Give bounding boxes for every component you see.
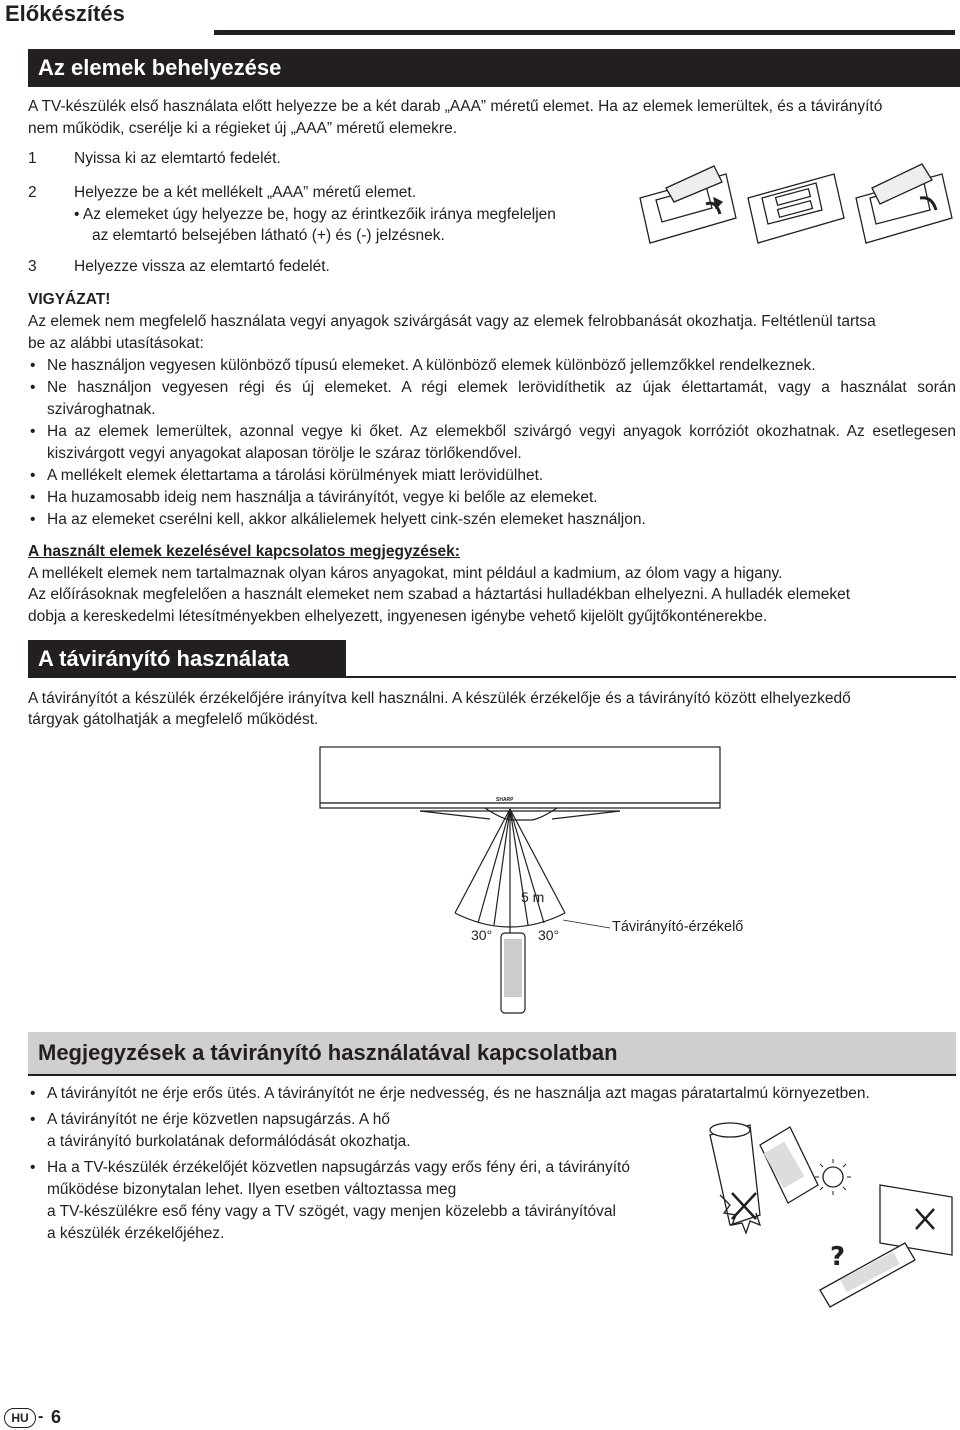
used-line-1: A mellékelt elemek nem tartalmaznak olyan káros anyagokat, mint például a kadmium, az ólom vagy a higany. xyxy=(28,565,783,582)
remote-intro-2: tárgyak gátolhatják a megfelelő működést. xyxy=(28,711,319,728)
language-badge xyxy=(4,1408,36,1428)
section-heading-notes xyxy=(28,1032,956,1076)
note-2 xyxy=(28,1109,411,1153)
title-rule xyxy=(214,30,955,35)
language-badge-text: HU xyxy=(11,1411,29,1425)
step-number: 2 xyxy=(28,184,37,201)
note-1 xyxy=(28,1083,870,1105)
step-2-bullet-2: az elemtartó belsejében látható (+) és (-) jelzésnek. xyxy=(92,227,445,244)
tv-brand-label: SHARP xyxy=(496,797,514,803)
step-number: 1 xyxy=(28,150,37,167)
note-line: működése bizonytalan lehet. Ilyen esetben változtassa meg xyxy=(47,1181,457,1198)
caution-item: • Ha huzamosabb ideig nem használja a távirányítót, vegye ki belőle az elemeket. xyxy=(28,487,956,509)
step-text: Nyissa ki az elemtartó fedelét. xyxy=(74,150,281,167)
used-line-2: Az előírásoknak megfelelően a használt elemeket nem szabad a háztartási hulladékban elhelyezni. A hulladék elemeket xyxy=(28,586,851,603)
intro-line-2: nem működik, cserélje ki a régieket új „AAA” méretű elemekre. xyxy=(28,120,457,137)
section-heading-batteries xyxy=(28,49,960,87)
step-2 xyxy=(28,182,416,204)
section-rule xyxy=(336,676,956,678)
intro-line-1: A TV-készülék első használata előtt helyezze be a két darab „AAA” méretű elemet. Ha az elemek lemerültek, és a távirányító xyxy=(28,98,883,115)
note-line: • Ha a TV-készülék érzékelőjét közvetlen napsugárzás vagy erős fény éri, a távirányító xyxy=(28,1157,630,1179)
step-1 xyxy=(28,148,281,170)
remote-intro-1: A távirányítót a készülék érzékelőjére irányítva kell használni. A készülék érzékelője és a távirányító között elhelyezkedő xyxy=(28,690,851,707)
distance-label: 5 m xyxy=(521,889,545,905)
caution-item: • Ne használjon vegyesen régi és új elemeket. A régi elemek lerövidíthetik az újak élettartamát, vagy a használat során szivároghatnak. xyxy=(28,377,956,421)
step-2-bullet-1: • Az elemeket úgy helyezze be, hogy az érintkezőik iránya megfeleljen xyxy=(74,206,556,223)
step-number: 3 xyxy=(28,258,37,275)
page-number-dash: - xyxy=(38,1408,44,1425)
note-line: • A távirányítót ne érje erős ütés. A távirányítót ne érje nedvesség, és ne használja azt magas páratartalmú környezetben. xyxy=(28,1083,870,1105)
caution-item: • A mellékelt elemek élettartama a tárolási körülmények miatt lerövidülhet. xyxy=(28,465,956,487)
angle-label-left: 30° xyxy=(471,927,493,943)
note-line: • A távirányítót ne érje közvetlen napsugárzás. A hő xyxy=(28,1109,411,1131)
sensor-label: Távirányító-érzékelő xyxy=(612,919,744,935)
caution-item: • Ne használjon vegyesen különböző típusú elemeket. A különböző elemek különböző jellemzőkkel rendelkeznek. xyxy=(28,355,956,377)
note-line: a készülék érzékelőjéhez. xyxy=(47,1225,225,1242)
section-heading-text: Az elemek behelyezése xyxy=(38,55,282,80)
caution-title: VIGYÁZAT! xyxy=(28,291,111,308)
used-batteries-title: A használt elemek kezelésével kapcsolatos megjegyzések: xyxy=(28,543,460,560)
section-heading-text: A távirányító használata xyxy=(38,646,290,671)
caution-line-2: be az alábbi utasításokat: xyxy=(28,335,204,352)
step-3 xyxy=(28,256,330,278)
caution-item: • Ha az elemeket cserélni kell, akkor alkálielemek helyett cink-szén elemeket használjon. xyxy=(28,509,956,531)
step-text: Helyezze be a két mellékelt „AAA” méretű elemet. xyxy=(74,184,416,201)
section-heading-remote-use xyxy=(28,640,346,678)
section-heading-text: Megjegyzések a távirányító használatával kapcsolatban xyxy=(38,1040,618,1065)
page-number: 6 xyxy=(51,1407,62,1427)
caution-list xyxy=(28,355,956,531)
caution-line-1: Az elemek nem megfelelő használata vegyi anyagok szivárgását vagy az elemek felrobbanását okozhatja. Feltétlenül tartsa xyxy=(28,313,876,330)
note-3 xyxy=(28,1157,630,1245)
used-line-3: dobja a kereskedelmi létesítményekben elhelyezett, ingyenesen igénybe vehető kijelölt gyűjtőkonténerekbe. xyxy=(28,608,768,625)
page-title: Előkészítés xyxy=(5,1,125,26)
caution-item: • Ha az elemek lemerültek, azonnal vegye ki őket. Az elemekből szivárgó vegyi anyagok korróziót okozhatnak. Az esetlegesen kiszivárgott vegyi anyagokat alaposan törölje le száraz törlőkendővel. xyxy=(28,421,956,465)
svg-text:?: ? xyxy=(830,1242,846,1272)
angle-label-right: 30° xyxy=(538,927,560,943)
remote-care-illustration xyxy=(690,1115,958,1345)
note-line: a távirányító burkolatának deformálódását okozhatja. xyxy=(47,1133,411,1150)
step-text: Helyezze vissza az elemtartó fedelét. xyxy=(74,258,330,275)
battery-illustration xyxy=(636,158,958,268)
note-line: a TV-készülékre eső fény vagy a TV szögét, vagy menjen közelebb a távirányítóval xyxy=(47,1203,616,1220)
